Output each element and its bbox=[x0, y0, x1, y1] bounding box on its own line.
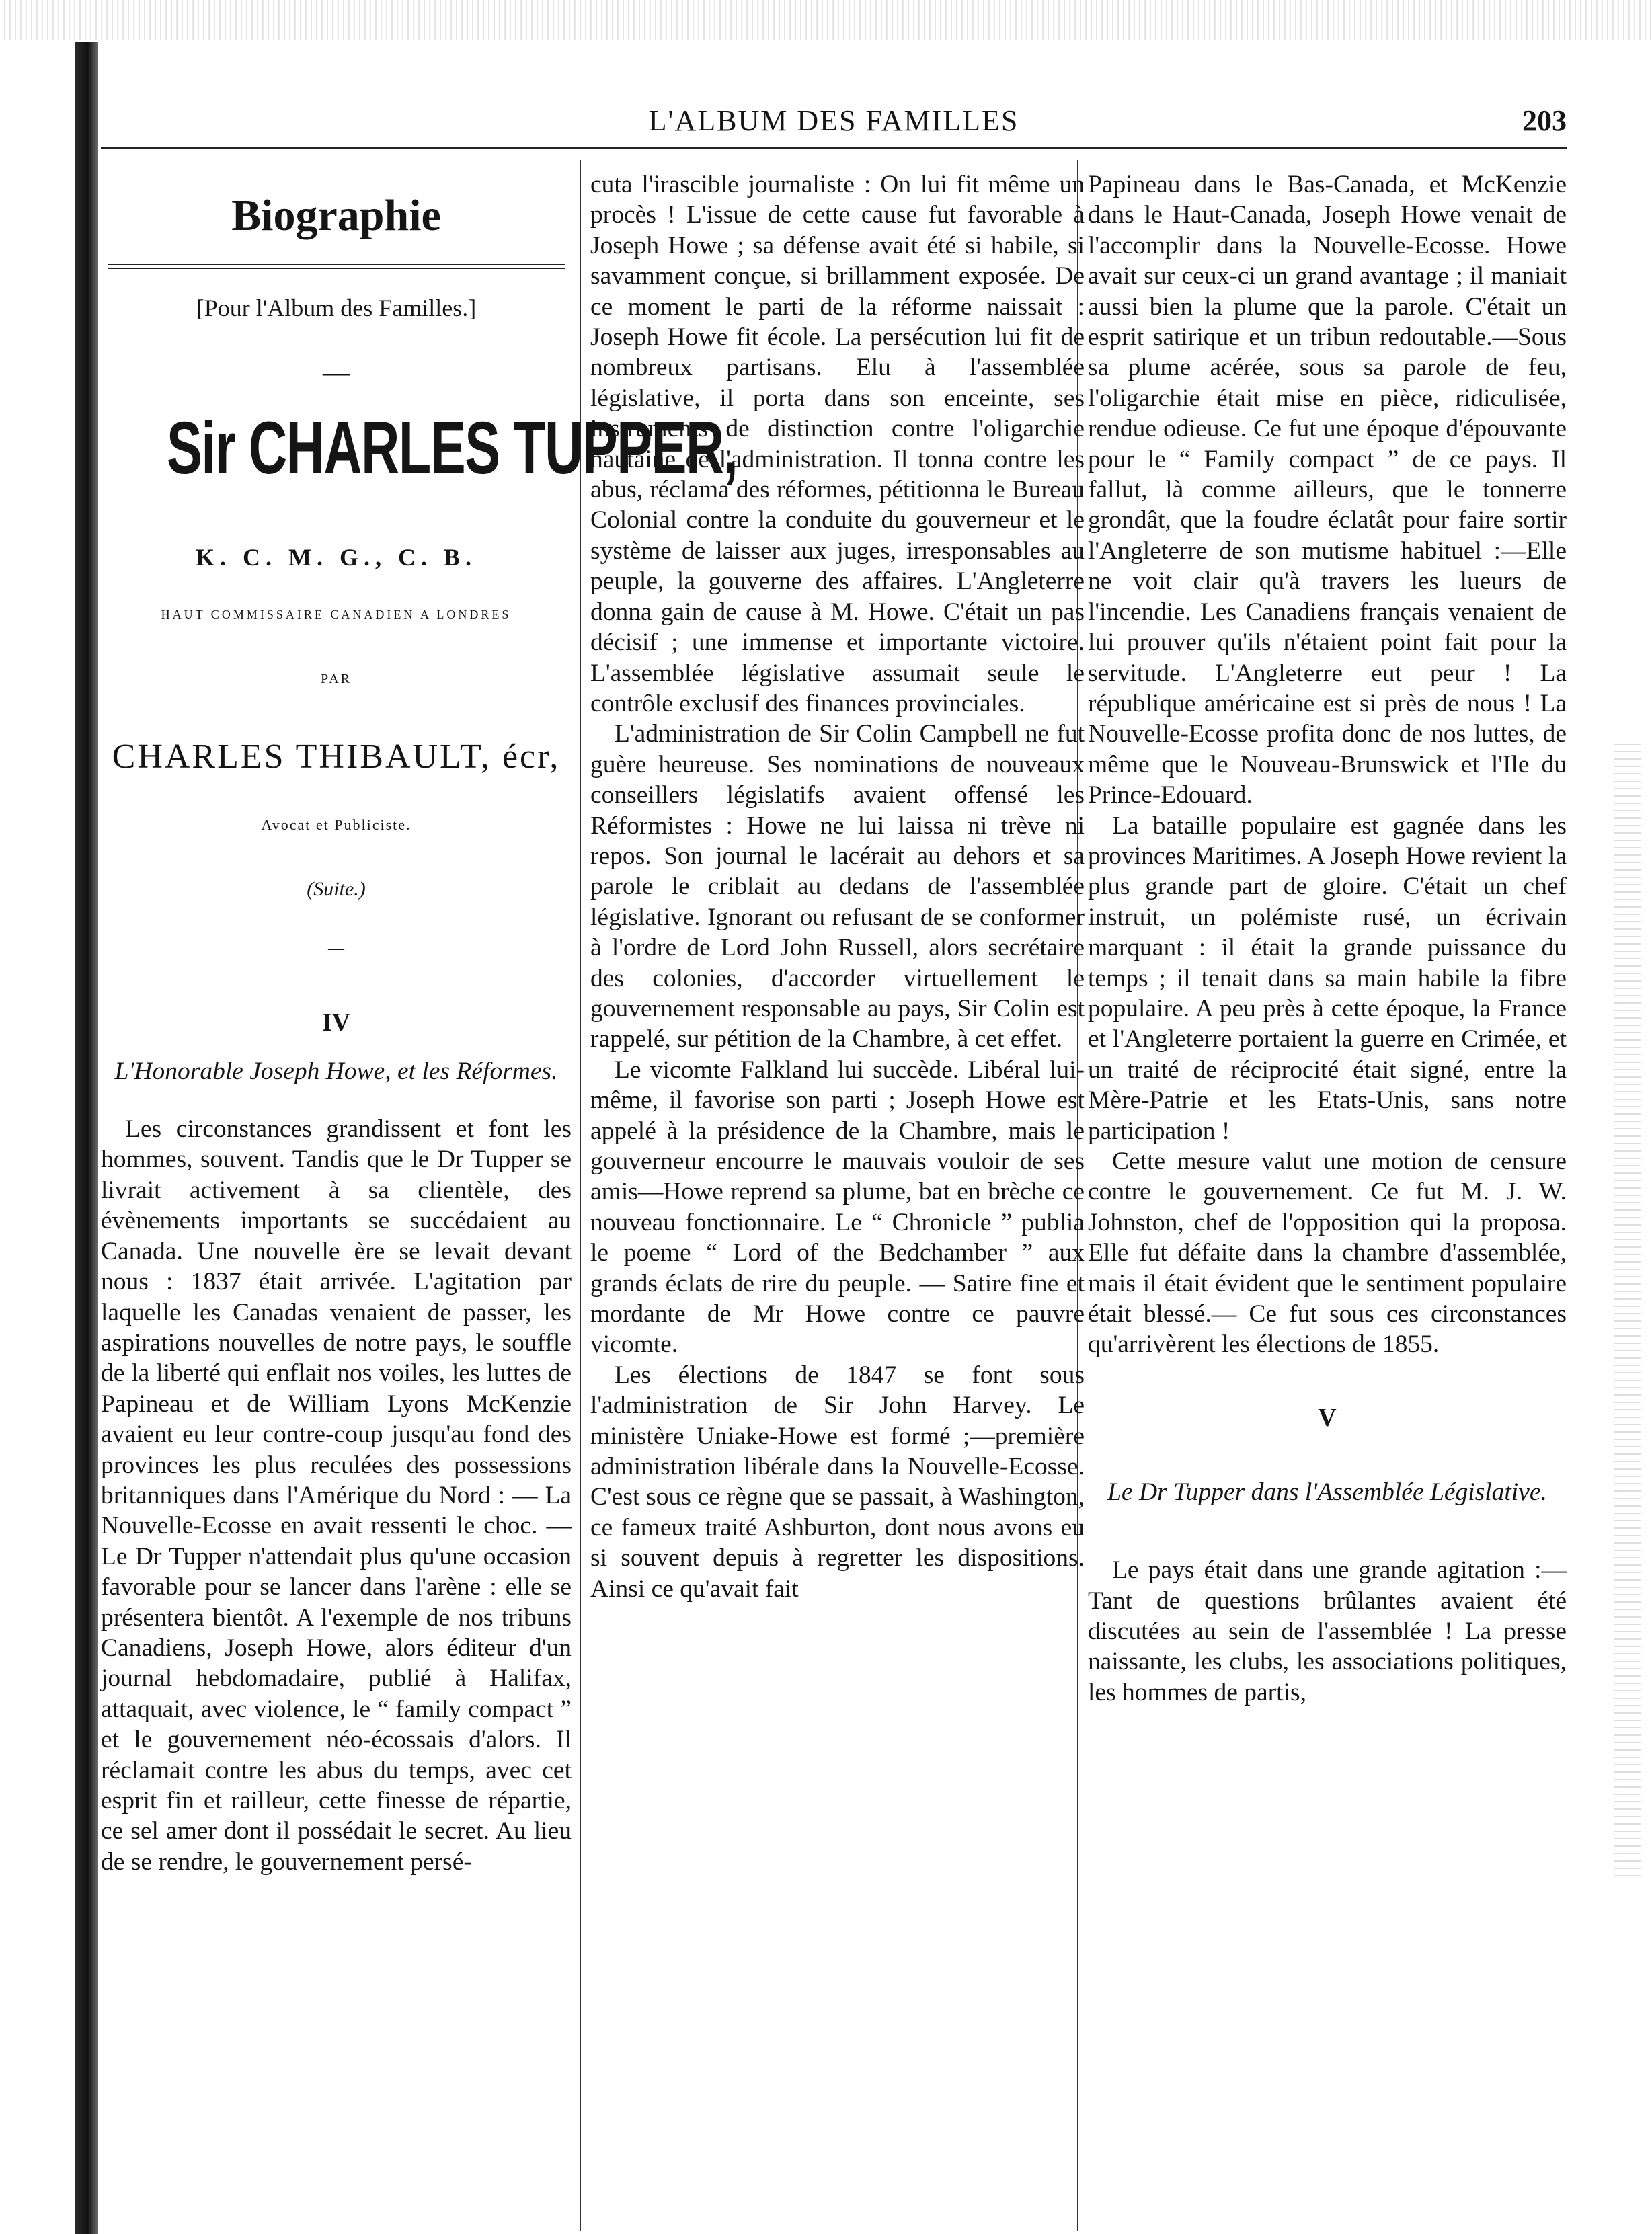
paragraph: Cette mesure valut une motion de censure contre le gouvernement. Ce fut M. J. W. Johnston, chef de l'opposition qui la proposa. Elle fut défaite dans la chambre d'assemblée, mais il était évident que le sentiment populaire était blessé.— Ce fut sous ces circonstances qu'arrivèrent les élections de 1855. bbox=[1088, 1148, 1567, 1359]
for-album-note: [Pour l'Album des Familles.] bbox=[196, 294, 477, 321]
section-number: V bbox=[1318, 1403, 1337, 1432]
continued-note: (Suite.) bbox=[307, 877, 366, 900]
section-number: IV bbox=[321, 1008, 351, 1037]
subject-name: Sir CHARLES TUPPER, bbox=[166, 406, 738, 489]
text-column-1 bbox=[101, 169, 738, 1877]
author-name: CHARLES THIBAULT, écr, bbox=[112, 737, 561, 776]
subject-office: HAUT COMMISSAIRE CANADIEN A LONDRES bbox=[161, 608, 512, 622]
header-rule bbox=[101, 147, 1567, 151]
text-column-3 bbox=[1088, 169, 1567, 1708]
separator-dash: — bbox=[323, 357, 350, 388]
page-binding-edge bbox=[75, 42, 98, 2234]
top-scan-noise bbox=[0, 0, 1652, 40]
paragraph: Les élections de 1847 se font sous l'administration de Sir John Harvey. Le ministère Uniake-Howe est formé ;—première administration libérale dans la Nouvelle-Ecosse. C'est sous ce règne que se passait, à Washington, ce fameux traité Ashburton, dont nous avons eu si souvent depuis à regretter les dispositions. Ainsi ce qu'avait fait bbox=[590, 1361, 1085, 1603]
paragraph: La bataille populaire est gagnée dans les provinces Maritimes. A Joseph Howe revient la plus grande part de gloire. C'était un chef instruit, un polémiste rusé, un écrivain marquant : il était la grande puissance du temps ; il tenait dans sa main habile la fibre populaire. A peu près à cette époque, la France et l'Angleterre portaient la guerre en Crimée, et un traité de réciprocité était signé, entre la Mère-Patrie et les Etats-Unis, sans notre participation ! bbox=[1088, 811, 1567, 1145]
author-title: Avocat et Publiciste. bbox=[261, 816, 411, 834]
paragraph: Papineau dans le Bas-Canada, et McKenzie dans le Haut-Canada, Joseph Howe venait de l'accomplir dans la Nouvelle-Ecosse. Howe avait sur ceux-ci un grand avantage ; il maniait aussi bien la plume que la parole. C'était un esprit satirique et un tribun redoutable.—Sous sa plume acérée, sous sa parole de feu, l'oligarchie était mise en pièce, ridiculisée, rendue odieuse. Ce fut une époque d'épouvante pour le “ Family compact ” de ce pays. Il fallut, là comme ailleurs, que le tonnerre grondât, que la foudre éclatât pour faire sortir l'Angleterre de son mutisme habituel :—Elle ne voit clair qu'à travers les lueurs de l'incendie. Les Canadiens français venaient de lui prouver qu'ils n'étaient point fait pour la servitude. L'Angleterre eut peur ! La république américaine est si près de nous ! La Nouvelle-Ecosse profita donc de nos luttes, de même que le Nouveau-Brunswick et l'Ile du Prince-Edouard. bbox=[1088, 171, 1567, 809]
running-title: L'ALBUM DES FAMILLES bbox=[648, 104, 1019, 137]
text-column-2 bbox=[590, 169, 1085, 1604]
paragraph: Le vicomte Falkland lui succède. Libéral lui-même, il favorise son parti ; Joseph Howe est appelé à la présidence de la Chambre, mais le gouverneur encourre le mauvais vouloir de ses amis—Howe reprend sa plume, bat en brèche ce nouveau fonctionnaire. Le “ Chronicle ” publia le poeme “ Lord of the Bedchamber ” aux grands éclats de rire du peuple. — Satire fine et mordante de Mr Howe contre ce pauvre vicomte. bbox=[590, 1055, 1085, 1359]
byline-par: PAR bbox=[320, 671, 352, 686]
page-number: 203 bbox=[1522, 104, 1567, 137]
subject-honours: K. C. M. G., C. B. bbox=[196, 543, 477, 571]
paragraph: cuta l'irascible journaliste : On lui fit même un procès ! L'issue de cette cause fut favorable à Joseph Howe ; sa défense avait été si habile, si savamment conçue, si brillamment exposée. De ce moment le parti de la réforme naissait : Joseph Howe fit école. La persécution lui fit de nombreux partisans. Elu à l'assemblée législative, il porta dans son enceinte, ses instruments de distinction contre l'oligarchie hautaine de l'administration. Il tonna contre les abus, réclama des réformes, pétitionna le Bureau Colonial contre la conduite du gouverneur et le système de laisser aux juges, irresponsables au peuple, la gouverne des affaires. L'Angleterre donna gain de cause à M. Howe. C'était un pas décisif ; une immense et importante victoire. L'assemblée législative assumait seule le contrôle exclusif des finances provinciales. bbox=[590, 171, 1085, 717]
right-scan-noise bbox=[1614, 740, 1641, 1882]
section-title: L'Honorable Joseph Howe, et les Réformes. bbox=[114, 1058, 558, 1086]
heading-rule bbox=[108, 264, 565, 269]
running-header bbox=[101, 101, 1567, 141]
section-heading: Biographie bbox=[231, 191, 441, 240]
paragraph: Le pays était dans une grande agitation :—Tant de questions brûlantes avaient été discutées au sein de l'assemblée ! La presse naissante, les clubs, les associations politiques, les hommes de partis, bbox=[1088, 1556, 1567, 1706]
paragraph: Les circonstances grandissent et font les hommes, souvent. Tandis que le Dr Tupper se livrait activement à sa clientèle, des évènements importants se succédaient au Canada. Une nouvelle ère se levait devant nous : 1837 était arrivée. L'agitation par laquelle les Canadas venaient de passer, les aspirations nouvelles de notre pays, le souffle de la liberté qui enflait nos voiles, les luttes de Papineau et de William Lyons McKenzie avaient eu leur contre-coup jusqu'au fond des provinces les plus reculées des possessions britanniques dans l'Amérique du Nord : — La Nouvelle-Ecosse en avait ressenti le choc. — Le Dr Tupper n'attendait plus qu'une occasion favorable pour se lancer dans l'arène : elle se présentera bientôt. A l'exemple de nos tribuns Canadiens, Joseph Howe, alors éditeur d'un journal hebdomadaire, publié à Halifax, attaquait, avec violence, le “ family compact ” et le gouvernement néo-écossais d'alors. Il réclamait contre les abus du temps, avec cet esprit fin et railleur, cette finesse de répartie, ce sel amer dont il possédait le secret. Au lieu de se rendre, le gouvernement persé- bbox=[101, 1115, 572, 1876]
section-title: Le Dr Tupper dans l'Assemblée Législative. bbox=[1107, 1478, 1547, 1507]
paragraph: L'administration de Sir Colin Campbell ne fut guère heureuse. Ses nominations de nouveaux conseillers législatifs avaient offensé les Réformistes : Howe ne lui laissa ni trève ni repos. Son journal le lacérait au dehors et sa parole le criblait au dedans de l'assemblée législative. Ignorant ou refusant de se conformer à l'ordre de Lord John Russell, alors secrétaire des colonies, d'accorder virtuellement le gouvernement responsable au pays, Sir Colin est rappelé, sur pétition de la Chambre, à cet effet. bbox=[590, 720, 1085, 1053]
separator-dash: — bbox=[328, 940, 344, 958]
